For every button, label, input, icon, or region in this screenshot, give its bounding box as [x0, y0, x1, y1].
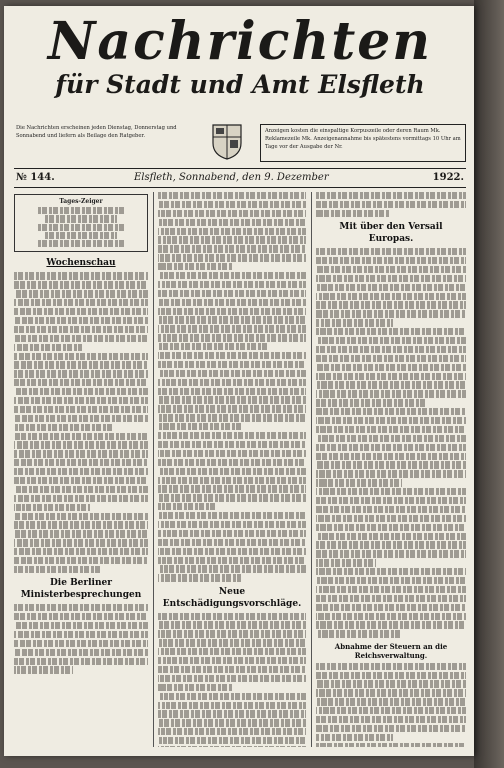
text-line [14, 640, 148, 647]
text-line [316, 310, 466, 317]
text-line [158, 477, 306, 484]
text-line [316, 337, 466, 344]
text-line [14, 361, 148, 368]
text-line [316, 630, 400, 637]
text-line [158, 512, 306, 519]
text-line [14, 631, 148, 638]
text-line [158, 503, 217, 510]
column-2 [158, 192, 306, 747]
text-line [14, 477, 148, 484]
info-box-title: Tages-Zeiger [59, 198, 103, 205]
article-text [316, 248, 466, 638]
text-line [316, 381, 466, 388]
text-line [158, 236, 306, 243]
text-line [158, 396, 306, 403]
text-line [38, 240, 125, 247]
text-line [14, 649, 148, 656]
text-line [14, 557, 148, 564]
masthead-rule-bottom [14, 187, 466, 188]
text-line [158, 405, 306, 412]
text-line [158, 613, 306, 620]
text-line [316, 725, 466, 732]
text-line [316, 621, 466, 628]
text-line [158, 485, 306, 492]
text-line [316, 444, 466, 451]
text-line [316, 672, 466, 679]
text-line [158, 565, 306, 572]
text-line [316, 364, 466, 371]
text-line [158, 219, 306, 226]
text-line [158, 666, 306, 673]
text-line [316, 743, 466, 747]
text-line [14, 281, 148, 288]
text-line [158, 710, 306, 717]
text-line [158, 648, 306, 655]
text-line [316, 497, 466, 504]
text-line [14, 370, 148, 377]
text-line [158, 290, 306, 297]
article-text [316, 192, 466, 217]
text-line [316, 613, 466, 620]
article-heading: Abnahme der Steuern an die Reichsverwaltung. [334, 641, 448, 660]
text-line [158, 210, 306, 217]
text-line [14, 299, 148, 306]
text-line [45, 232, 117, 239]
text-line [14, 613, 148, 620]
text-line [158, 574, 241, 581]
text-line [158, 630, 306, 637]
text-line [158, 494, 306, 501]
text-line [14, 290, 148, 297]
text-line [158, 621, 306, 628]
coat-of-arms-icon [211, 123, 243, 161]
text-line [14, 530, 148, 537]
text-line [316, 435, 466, 442]
article-text [316, 663, 466, 747]
text-line [316, 568, 466, 575]
text-line [158, 281, 306, 288]
text-line [158, 423, 242, 430]
text-line [158, 316, 306, 323]
text-line [316, 266, 466, 273]
masthead-rule-top [14, 168, 466, 169]
text-line [158, 272, 306, 279]
text-line [14, 397, 148, 404]
text-line [158, 702, 306, 709]
text-line [316, 408, 466, 415]
text-line [158, 737, 306, 744]
text-line [316, 426, 466, 433]
article-heading: Neue Entschädigungsvorschläge. [162, 586, 302, 609]
text-line [316, 533, 466, 540]
masthead-title: Nachrichten [47, 11, 433, 72]
masthead-left-info: Die Nachrichten erscheinen jeden Dienstag, Donnerstag und Sonnabend und liefern als Beilage den Ratgeber. [16, 125, 177, 139]
text-line [158, 746, 306, 747]
column-rule-1 [153, 192, 154, 747]
text-line [14, 424, 113, 431]
text-line [14, 272, 148, 279]
text-line [14, 415, 148, 422]
text-line [316, 550, 466, 557]
text-line [14, 666, 73, 673]
text-line [158, 459, 306, 466]
text-line [316, 248, 466, 255]
issue-number: № 144. [16, 172, 55, 183]
text-line [316, 293, 466, 300]
text-line [158, 468, 306, 475]
page-edge-shadow [474, 0, 504, 768]
text-line [14, 433, 148, 440]
text-line [316, 680, 466, 687]
text-line [14, 459, 148, 466]
text-line [14, 658, 148, 665]
text-line [38, 207, 125, 214]
text-line [14, 308, 148, 315]
text-line [158, 450, 306, 457]
dateline [16, 172, 464, 186]
article-heading: Mit über den Versail Europas. [339, 222, 443, 245]
text-line [158, 325, 306, 332]
text-line [14, 468, 148, 475]
text-line [158, 441, 306, 448]
text-line [14, 335, 148, 342]
article-text [14, 604, 148, 674]
text-line [316, 698, 466, 705]
text-line [14, 326, 148, 333]
text-line [316, 453, 466, 460]
text-line [316, 470, 466, 477]
text-line [14, 379, 148, 386]
text-line [158, 228, 306, 235]
text-line [158, 379, 306, 386]
text-line [316, 192, 466, 199]
info-box [14, 194, 148, 252]
text-line [158, 299, 306, 306]
text-line [158, 639, 306, 646]
text-line [316, 734, 393, 741]
text-line [316, 707, 466, 714]
text-line [14, 566, 102, 573]
text-line [316, 541, 466, 548]
article-text [158, 192, 306, 582]
article-text [158, 613, 306, 747]
text-line [158, 370, 306, 377]
text-line [14, 344, 82, 351]
text-line [158, 530, 306, 537]
text-line [14, 504, 90, 511]
text-line [14, 622, 148, 629]
article-text [14, 272, 148, 573]
text-line [316, 399, 427, 406]
text-line [316, 577, 466, 584]
text-line [316, 461, 466, 468]
text-line [158, 352, 306, 359]
text-line [316, 275, 466, 282]
text-line [14, 406, 148, 413]
text-line [14, 548, 148, 555]
text-line [316, 506, 466, 513]
text-line [14, 604, 148, 611]
text-line [158, 728, 306, 735]
text-line [158, 414, 306, 421]
text-line [316, 488, 466, 495]
text-line [316, 301, 466, 308]
text-line [14, 513, 148, 520]
text-line [316, 373, 466, 380]
text-line [45, 215, 117, 222]
text-line [158, 521, 306, 528]
text-line [38, 224, 125, 231]
column-rule-2 [311, 192, 312, 747]
text-line [158, 192, 306, 199]
text-line [316, 346, 466, 353]
text-line [14, 317, 148, 324]
text-line [316, 328, 466, 335]
text-line [158, 693, 306, 700]
text-line [158, 675, 306, 682]
text-line [316, 716, 466, 723]
column-3 [316, 192, 466, 747]
text-line [316, 319, 393, 326]
text-line [316, 390, 466, 397]
newspaper-page [4, 6, 474, 756]
text-line [316, 689, 466, 696]
text-line [158, 719, 306, 726]
text-line [158, 432, 306, 439]
text-line [158, 361, 306, 368]
text-line [316, 663, 466, 670]
text-line [316, 210, 390, 217]
text-line [158, 684, 233, 691]
text-line [316, 417, 466, 424]
text-line [158, 343, 268, 350]
text-line [316, 586, 466, 593]
masthead-subtitle: für Stadt und Amt Elsfleth [55, 70, 425, 99]
text-line [158, 557, 306, 564]
column-1 [14, 192, 148, 747]
text-line [316, 355, 466, 362]
text-line [14, 486, 148, 493]
text-line [14, 450, 148, 457]
text-line [158, 245, 306, 252]
text-line [158, 263, 233, 270]
text-line [316, 515, 466, 522]
text-line [158, 657, 306, 664]
text-line [14, 539, 148, 546]
text-line [158, 539, 306, 546]
article-heading: Wochenschau [46, 258, 116, 269]
text-line [158, 388, 306, 395]
text-line [158, 254, 306, 261]
text-line [158, 308, 306, 315]
issue-year: 1922. [432, 172, 464, 183]
text-line [316, 201, 466, 208]
text-line [14, 495, 148, 502]
text-line [316, 595, 466, 602]
text-line [316, 479, 402, 486]
text-line [158, 548, 306, 555]
text-line [316, 257, 466, 264]
text-line [316, 559, 376, 566]
text-line [14, 521, 148, 528]
text-line [14, 353, 148, 360]
text-line [316, 524, 466, 531]
article-heading: Die Berliner Ministerbesprechungen [20, 578, 142, 601]
text-line [316, 604, 466, 611]
text-line [14, 388, 148, 395]
text-line [14, 441, 148, 448]
text-line [316, 284, 466, 291]
text-line [158, 334, 306, 341]
masthead-right-info: Anzeigen kosten die einspaltige Korpuszeile oder deren Raum Mk. Reklamezeile Mk. Anzeigenannahme bis spätestens vormittags 10 Uhr am Tage vor der Ausgabe der Nr. [260, 124, 466, 162]
text-line [158, 201, 306, 208]
place-date: Elsfleth, Sonnabend, den 9. Dezember [134, 172, 329, 183]
